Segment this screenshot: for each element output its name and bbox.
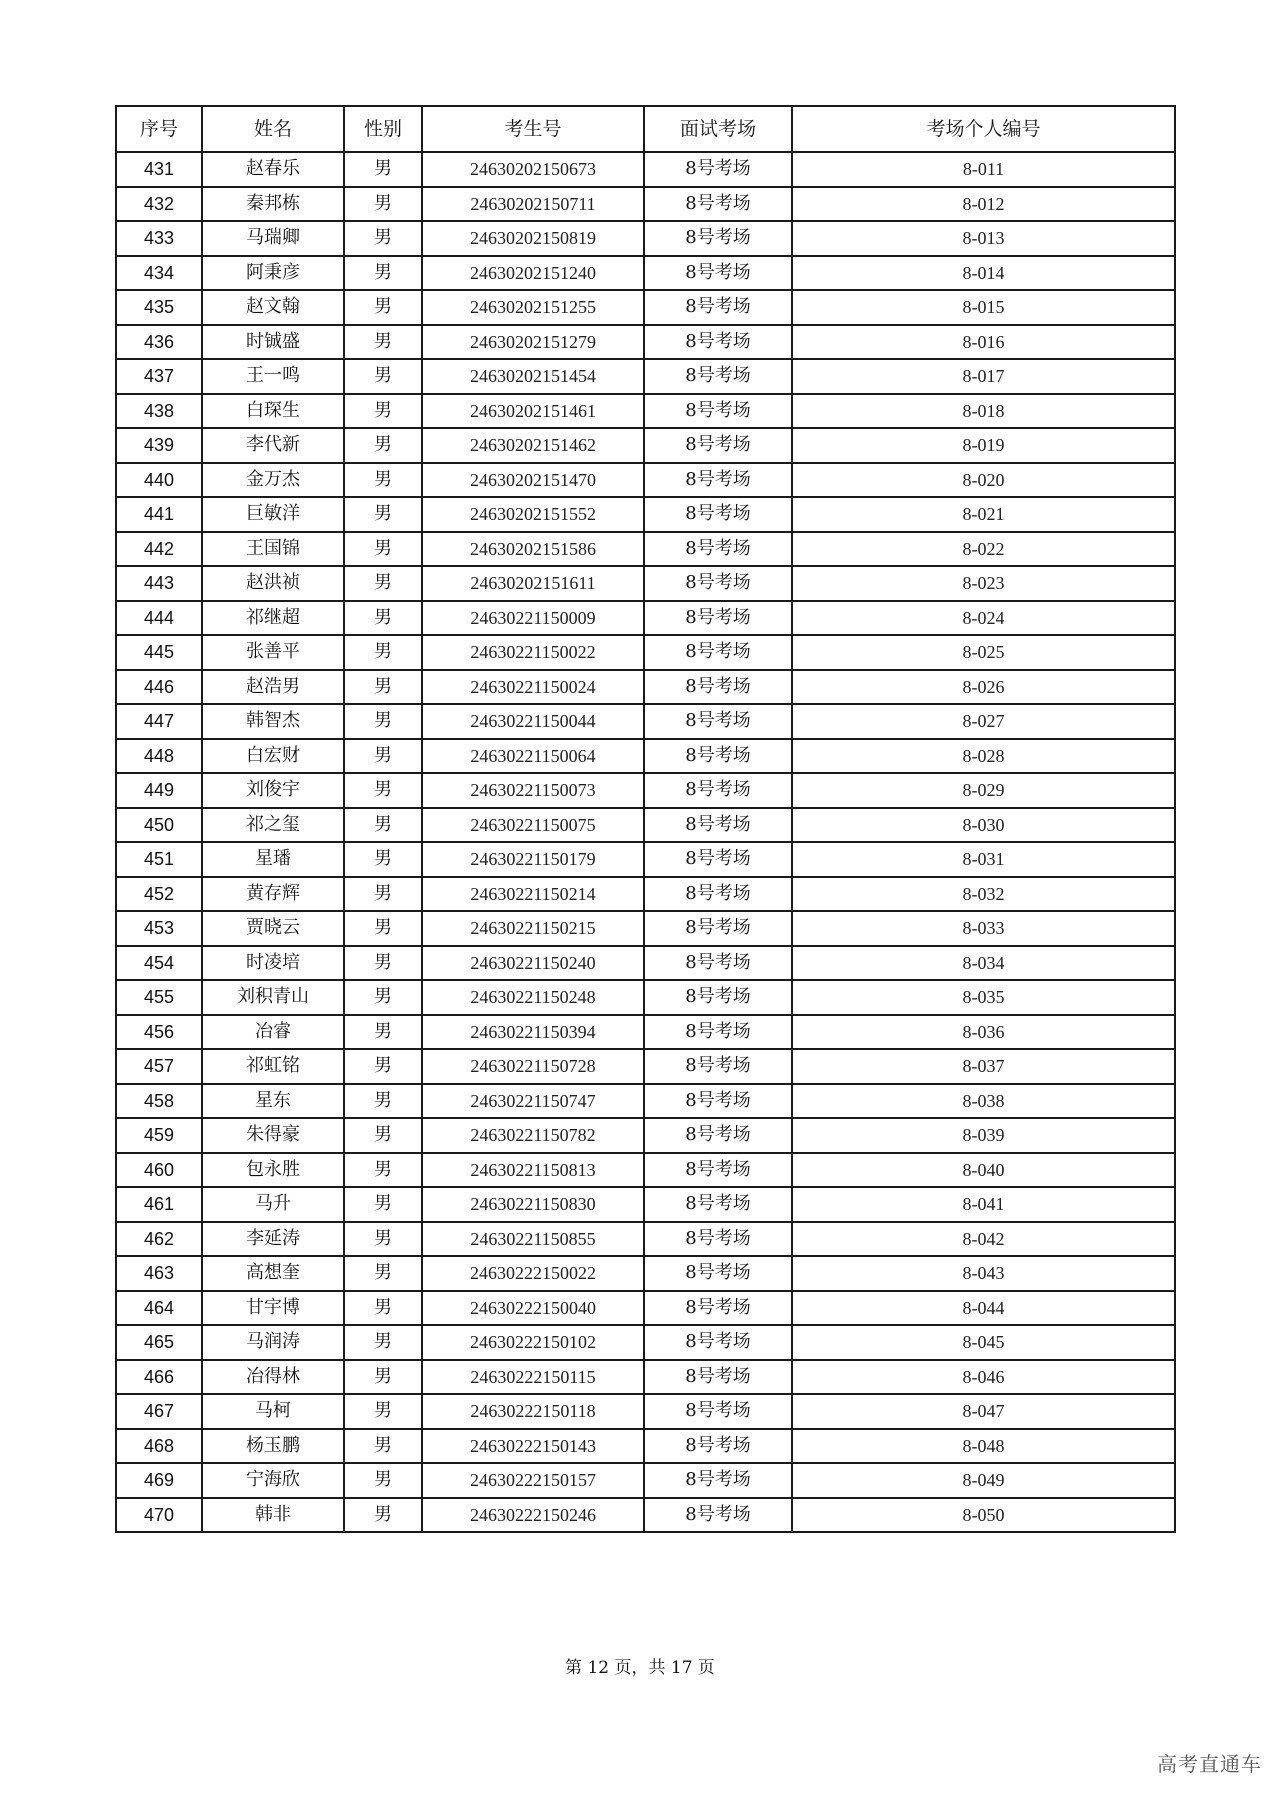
cell-room: 8号考场	[644, 566, 792, 601]
cell-room: 8号考场	[644, 497, 792, 532]
cell-name: 韩智杰	[202, 704, 344, 739]
cell-exam-id: 24630221150064	[422, 739, 644, 774]
cell-exam-id: 24630202150711	[422, 187, 644, 222]
cell-code: 8-017	[792, 359, 1175, 394]
cell-seq: 449	[116, 773, 202, 808]
cell-exam-id: 24630221150240	[422, 946, 644, 981]
table-row	[116, 704, 1175, 739]
cell-room: 8号考场	[644, 842, 792, 877]
cell-name: 宁海欣	[202, 1463, 344, 1498]
table-row	[116, 359, 1175, 394]
cell-room: 8号考场	[644, 359, 792, 394]
cell-name: 白宏财	[202, 739, 344, 774]
table-row	[116, 394, 1175, 429]
table-row	[116, 566, 1175, 601]
cell-exam-id: 24630221150747	[422, 1084, 644, 1119]
cell-seq: 463	[116, 1256, 202, 1291]
cell-name: 祁继超	[202, 601, 344, 636]
cell-seq: 455	[116, 980, 202, 1015]
cell-name: 赵浩男	[202, 670, 344, 705]
cell-code: 8-047	[792, 1394, 1175, 1429]
table-row	[116, 325, 1175, 360]
cell-seq: 461	[116, 1187, 202, 1222]
table-row	[116, 601, 1175, 636]
cell-gender: 男	[344, 601, 422, 636]
cell-name: 星璠	[202, 842, 344, 877]
cell-exam-id: 24630202151552	[422, 497, 644, 532]
table-row	[116, 221, 1175, 256]
table-row	[116, 1187, 1175, 1222]
cell-seq: 434	[116, 256, 202, 291]
table-header	[116, 106, 1175, 152]
cell-room: 8号考场	[644, 1291, 792, 1326]
cell-name: 张善平	[202, 635, 344, 670]
cell-exam-id: 24630221150214	[422, 877, 644, 912]
roster-table-container	[115, 105, 1174, 1533]
cell-gender: 男	[344, 394, 422, 429]
cell-seq: 456	[116, 1015, 202, 1050]
cell-name: 刘俊宇	[202, 773, 344, 808]
cell-gender: 男	[344, 1291, 422, 1326]
cell-exam-id: 24630202150673	[422, 152, 644, 187]
cell-code: 8-033	[792, 911, 1175, 946]
cell-code: 8-029	[792, 773, 1175, 808]
cell-exam-id: 24630221150830	[422, 1187, 644, 1222]
table-row	[116, 1084, 1175, 1119]
cell-exam-id: 24630222150246	[422, 1498, 644, 1533]
table-row	[116, 911, 1175, 946]
cell-exam-id: 24630202151279	[422, 325, 644, 360]
table-row	[116, 877, 1175, 912]
cell-name: 祁之玺	[202, 808, 344, 843]
cell-room: 8号考场	[644, 773, 792, 808]
cell-room: 8号考场	[644, 1187, 792, 1222]
table-row	[116, 428, 1175, 463]
cell-gender: 男	[344, 808, 422, 843]
cell-room: 8号考场	[644, 670, 792, 705]
cell-code: 8-034	[792, 946, 1175, 981]
cell-name: 马升	[202, 1187, 344, 1222]
cell-name: 韩非	[202, 1498, 344, 1533]
cell-name: 王国锦	[202, 532, 344, 567]
cell-exam-id: 24630222150157	[422, 1463, 644, 1498]
table-row	[116, 187, 1175, 222]
cell-code: 8-024	[792, 601, 1175, 636]
cell-seq: 454	[116, 946, 202, 981]
cell-exam-id: 24630202151461	[422, 394, 644, 429]
cell-room: 8号考场	[644, 1049, 792, 1084]
cell-gender: 男	[344, 256, 422, 291]
table-row	[116, 1153, 1175, 1188]
cell-code: 8-043	[792, 1256, 1175, 1291]
table-body	[116, 152, 1175, 1532]
cell-name: 巨敏洋	[202, 497, 344, 532]
cell-room: 8号考场	[644, 1360, 792, 1395]
cell-code: 8-021	[792, 497, 1175, 532]
page-footer	[0, 1653, 1280, 1678]
table-row	[116, 1463, 1175, 1498]
cell-seq: 448	[116, 739, 202, 774]
cell-name: 赵文翰	[202, 290, 344, 325]
table-row	[116, 1015, 1175, 1050]
cell-room: 8号考场	[644, 152, 792, 187]
table-row	[116, 980, 1175, 1015]
cell-exam-id: 24630222150040	[422, 1291, 644, 1326]
cell-exam-id: 24630221150394	[422, 1015, 644, 1050]
table-row	[116, 532, 1175, 567]
cell-gender: 男	[344, 946, 422, 981]
cell-code: 8-016	[792, 325, 1175, 360]
cell-name: 赵春乐	[202, 152, 344, 187]
cell-seq: 469	[116, 1463, 202, 1498]
cell-code: 8-027	[792, 704, 1175, 739]
cell-exam-id: 24630221150022	[422, 635, 644, 670]
cell-room: 8号考场	[644, 1222, 792, 1257]
cell-seq: 450	[116, 808, 202, 843]
cell-gender: 男	[344, 739, 422, 774]
cell-name: 祁虹铭	[202, 1049, 344, 1084]
cell-room: 8号考场	[644, 1256, 792, 1291]
table-row	[116, 1049, 1175, 1084]
cell-room: 8号考场	[644, 1153, 792, 1188]
cell-gender: 男	[344, 704, 422, 739]
cell-exam-id: 24630221150073	[422, 773, 644, 808]
header-gender: 性别	[344, 106, 422, 152]
cell-name: 秦邦栋	[202, 187, 344, 222]
cell-exam-id: 24630221150855	[422, 1222, 644, 1257]
cell-room: 8号考场	[644, 187, 792, 222]
table-row	[116, 808, 1175, 843]
cell-seq: 457	[116, 1049, 202, 1084]
table-row	[116, 1118, 1175, 1153]
cell-room: 8号考场	[644, 532, 792, 567]
cell-code: 8-020	[792, 463, 1175, 498]
cell-seq: 459	[116, 1118, 202, 1153]
cell-gender: 男	[344, 1049, 422, 1084]
cell-seq: 442	[116, 532, 202, 567]
cell-code: 8-049	[792, 1463, 1175, 1498]
cell-room: 8号考场	[644, 1084, 792, 1119]
cell-exam-id: 24630202151255	[422, 290, 644, 325]
cell-seq: 462	[116, 1222, 202, 1257]
cell-name: 星东	[202, 1084, 344, 1119]
cell-code: 8-032	[792, 877, 1175, 912]
cell-name: 李代新	[202, 428, 344, 463]
table-row	[116, 463, 1175, 498]
cell-gender: 男	[344, 635, 422, 670]
table-row	[116, 1222, 1175, 1257]
cell-code: 8-023	[792, 566, 1175, 601]
cell-code: 8-044	[792, 1291, 1175, 1326]
cell-room: 8号考场	[644, 704, 792, 739]
cell-exam-id: 24630202151470	[422, 463, 644, 498]
cell-seq: 438	[116, 394, 202, 429]
cell-name: 冶睿	[202, 1015, 344, 1050]
cell-gender: 男	[344, 1256, 422, 1291]
cell-gender: 男	[344, 1360, 422, 1395]
cell-exam-id: 24630202151586	[422, 532, 644, 567]
cell-code: 8-050	[792, 1498, 1175, 1533]
cell-gender: 男	[344, 359, 422, 394]
cell-exam-id: 24630222150022	[422, 1256, 644, 1291]
table-row	[116, 290, 1175, 325]
cell-code: 8-011	[792, 152, 1175, 187]
header-code: 考场个人编号	[792, 106, 1175, 152]
cell-name: 李延涛	[202, 1222, 344, 1257]
cell-room: 8号考场	[644, 428, 792, 463]
header-exam-id: 考生号	[422, 106, 644, 152]
cell-exam-id: 24630221150075	[422, 808, 644, 843]
cell-seq: 431	[116, 152, 202, 187]
cell-room: 8号考场	[644, 980, 792, 1015]
cell-room: 8号考场	[644, 290, 792, 325]
cell-gender: 男	[344, 152, 422, 187]
cell-room: 8号考场	[644, 1498, 792, 1533]
cell-name: 黄存辉	[202, 877, 344, 912]
cell-name: 刘积青山	[202, 980, 344, 1015]
cell-exam-id: 24630222150118	[422, 1394, 644, 1429]
cell-room: 8号考场	[644, 1463, 792, 1498]
cell-code: 8-030	[792, 808, 1175, 843]
cell-seq: 437	[116, 359, 202, 394]
cell-exam-id: 24630221150813	[422, 1153, 644, 1188]
cell-name: 贾晓云	[202, 911, 344, 946]
cell-room: 8号考场	[644, 256, 792, 291]
header-name: 姓名	[202, 106, 344, 152]
cell-name: 时凌培	[202, 946, 344, 981]
cell-code: 8-045	[792, 1325, 1175, 1360]
cell-name: 白琛生	[202, 394, 344, 429]
cell-gender: 男	[344, 670, 422, 705]
cell-code: 8-015	[792, 290, 1175, 325]
cell-gender: 男	[344, 877, 422, 912]
page-number-text: 第 12 页，共 17 页	[565, 1658, 715, 1678]
cell-room: 8号考场	[644, 946, 792, 981]
table-row	[116, 152, 1175, 187]
cell-code: 8-048	[792, 1429, 1175, 1464]
cell-gender: 男	[344, 1118, 422, 1153]
cell-room: 8号考场	[644, 877, 792, 912]
cell-exam-id: 24630221150024	[422, 670, 644, 705]
watermark-text: 高考直通车	[1157, 1752, 1262, 1776]
cell-gender: 男	[344, 842, 422, 877]
header-room: 面试考场	[644, 106, 792, 152]
cell-room: 8号考场	[644, 911, 792, 946]
cell-name: 时铖盛	[202, 325, 344, 360]
cell-code: 8-013	[792, 221, 1175, 256]
cell-room: 8号考场	[644, 635, 792, 670]
table-row	[116, 635, 1175, 670]
cell-exam-id: 24630221150009	[422, 601, 644, 636]
cell-gender: 男	[344, 187, 422, 222]
cell-exam-id: 24630221150215	[422, 911, 644, 946]
cell-seq: 467	[116, 1394, 202, 1429]
cell-gender: 男	[344, 1325, 422, 1360]
cell-room: 8号考场	[644, 601, 792, 636]
cell-code: 8-014	[792, 256, 1175, 291]
table-row	[116, 773, 1175, 808]
header-seq: 序号	[116, 106, 202, 152]
cell-room: 8号考场	[644, 1325, 792, 1360]
cell-gender: 男	[344, 1222, 422, 1257]
cell-exam-id: 24630221150044	[422, 704, 644, 739]
cell-seq: 460	[116, 1153, 202, 1188]
cell-room: 8号考场	[644, 1429, 792, 1464]
cell-name: 马柯	[202, 1394, 344, 1429]
cell-code: 8-035	[792, 980, 1175, 1015]
cell-seq: 451	[116, 842, 202, 877]
cell-room: 8号考场	[644, 808, 792, 843]
cell-room: 8号考场	[644, 1394, 792, 1429]
cell-gender: 男	[344, 1015, 422, 1050]
cell-name: 冶得林	[202, 1360, 344, 1395]
cell-seq: 453	[116, 911, 202, 946]
cell-exam-id: 24630221150728	[422, 1049, 644, 1084]
cell-gender: 男	[344, 497, 422, 532]
table-row	[116, 256, 1175, 291]
cell-name: 马瑞卿	[202, 221, 344, 256]
table-row	[116, 1429, 1175, 1464]
cell-exam-id: 24630202151240	[422, 256, 644, 291]
cell-name: 高想奎	[202, 1256, 344, 1291]
cell-code: 8-042	[792, 1222, 1175, 1257]
cell-seq: 458	[116, 1084, 202, 1119]
cell-code: 8-036	[792, 1015, 1175, 1050]
cell-gender: 男	[344, 1153, 422, 1188]
cell-gender: 男	[344, 428, 422, 463]
cell-seq: 466	[116, 1360, 202, 1395]
cell-gender: 男	[344, 1429, 422, 1464]
cell-seq: 433	[116, 221, 202, 256]
cell-name: 阿秉彦	[202, 256, 344, 291]
cell-seq: 470	[116, 1498, 202, 1533]
cell-room: 8号考场	[644, 463, 792, 498]
cell-gender: 男	[344, 463, 422, 498]
table-row	[116, 1498, 1175, 1533]
cell-code: 8-026	[792, 670, 1175, 705]
cell-seq: 440	[116, 463, 202, 498]
cell-seq: 432	[116, 187, 202, 222]
cell-code: 8-031	[792, 842, 1175, 877]
cell-seq: 444	[116, 601, 202, 636]
cell-exam-id: 24630202150819	[422, 221, 644, 256]
cell-room: 8号考场	[644, 221, 792, 256]
cell-seq: 441	[116, 497, 202, 532]
cell-code: 8-046	[792, 1360, 1175, 1395]
cell-room: 8号考场	[644, 1015, 792, 1050]
cell-code: 8-041	[792, 1187, 1175, 1222]
cell-name: 金万杰	[202, 463, 344, 498]
table-row	[116, 1256, 1175, 1291]
cell-name: 包永胜	[202, 1153, 344, 1188]
cell-gender: 男	[344, 290, 422, 325]
table-row	[116, 670, 1175, 705]
cell-exam-id: 24630202151462	[422, 428, 644, 463]
cell-name: 马润涛	[202, 1325, 344, 1360]
cell-code: 8-025	[792, 635, 1175, 670]
cell-seq: 436	[116, 325, 202, 360]
cell-gender: 男	[344, 980, 422, 1015]
cell-seq: 447	[116, 704, 202, 739]
cell-exam-id: 24630221150782	[422, 1118, 644, 1153]
cell-exam-id: 24630222150115	[422, 1360, 644, 1395]
cell-name: 杨玉鹏	[202, 1429, 344, 1464]
table-row	[116, 739, 1175, 774]
cell-room: 8号考场	[644, 1118, 792, 1153]
cell-code: 8-037	[792, 1049, 1175, 1084]
cell-gender: 男	[344, 911, 422, 946]
cell-code: 8-012	[792, 187, 1175, 222]
cell-exam-id: 24630221150248	[422, 980, 644, 1015]
cell-code: 8-038	[792, 1084, 1175, 1119]
cell-code: 8-039	[792, 1118, 1175, 1153]
cell-seq: 468	[116, 1429, 202, 1464]
cell-gender: 男	[344, 1463, 422, 1498]
cell-seq: 445	[116, 635, 202, 670]
cell-exam-id: 24630202151611	[422, 566, 644, 601]
cell-seq: 464	[116, 1291, 202, 1326]
table-row	[116, 497, 1175, 532]
cell-name: 甘宇博	[202, 1291, 344, 1326]
cell-code: 8-040	[792, 1153, 1175, 1188]
cell-gender: 男	[344, 221, 422, 256]
cell-room: 8号考场	[644, 739, 792, 774]
cell-gender: 男	[344, 773, 422, 808]
table-row	[116, 946, 1175, 981]
table-row	[116, 1360, 1175, 1395]
cell-gender: 男	[344, 325, 422, 360]
roster-table	[115, 105, 1176, 1533]
header-row	[116, 106, 1175, 152]
table-row	[116, 1325, 1175, 1360]
cell-seq: 446	[116, 670, 202, 705]
cell-room: 8号考场	[644, 325, 792, 360]
cell-gender: 男	[344, 1084, 422, 1119]
cell-gender: 男	[344, 532, 422, 567]
cell-gender: 男	[344, 1394, 422, 1429]
table-row	[116, 1291, 1175, 1326]
cell-seq: 435	[116, 290, 202, 325]
cell-exam-id: 24630202151454	[422, 359, 644, 394]
cell-code: 8-019	[792, 428, 1175, 463]
cell-exam-id: 24630222150102	[422, 1325, 644, 1360]
cell-seq: 443	[116, 566, 202, 601]
cell-code: 8-028	[792, 739, 1175, 774]
cell-seq: 439	[116, 428, 202, 463]
table-row	[116, 1394, 1175, 1429]
cell-gender: 男	[344, 1498, 422, 1533]
table-row	[116, 842, 1175, 877]
cell-seq: 452	[116, 877, 202, 912]
cell-exam-id: 24630222150143	[422, 1429, 644, 1464]
cell-room: 8号考场	[644, 394, 792, 429]
cell-seq: 465	[116, 1325, 202, 1360]
cell-gender: 男	[344, 1187, 422, 1222]
cell-code: 8-018	[792, 394, 1175, 429]
cell-code: 8-022	[792, 532, 1175, 567]
cell-name: 朱得豪	[202, 1118, 344, 1153]
cell-gender: 男	[344, 566, 422, 601]
cell-exam-id: 24630221150179	[422, 842, 644, 877]
cell-name: 赵洪祯	[202, 566, 344, 601]
cell-name: 王一鸣	[202, 359, 344, 394]
